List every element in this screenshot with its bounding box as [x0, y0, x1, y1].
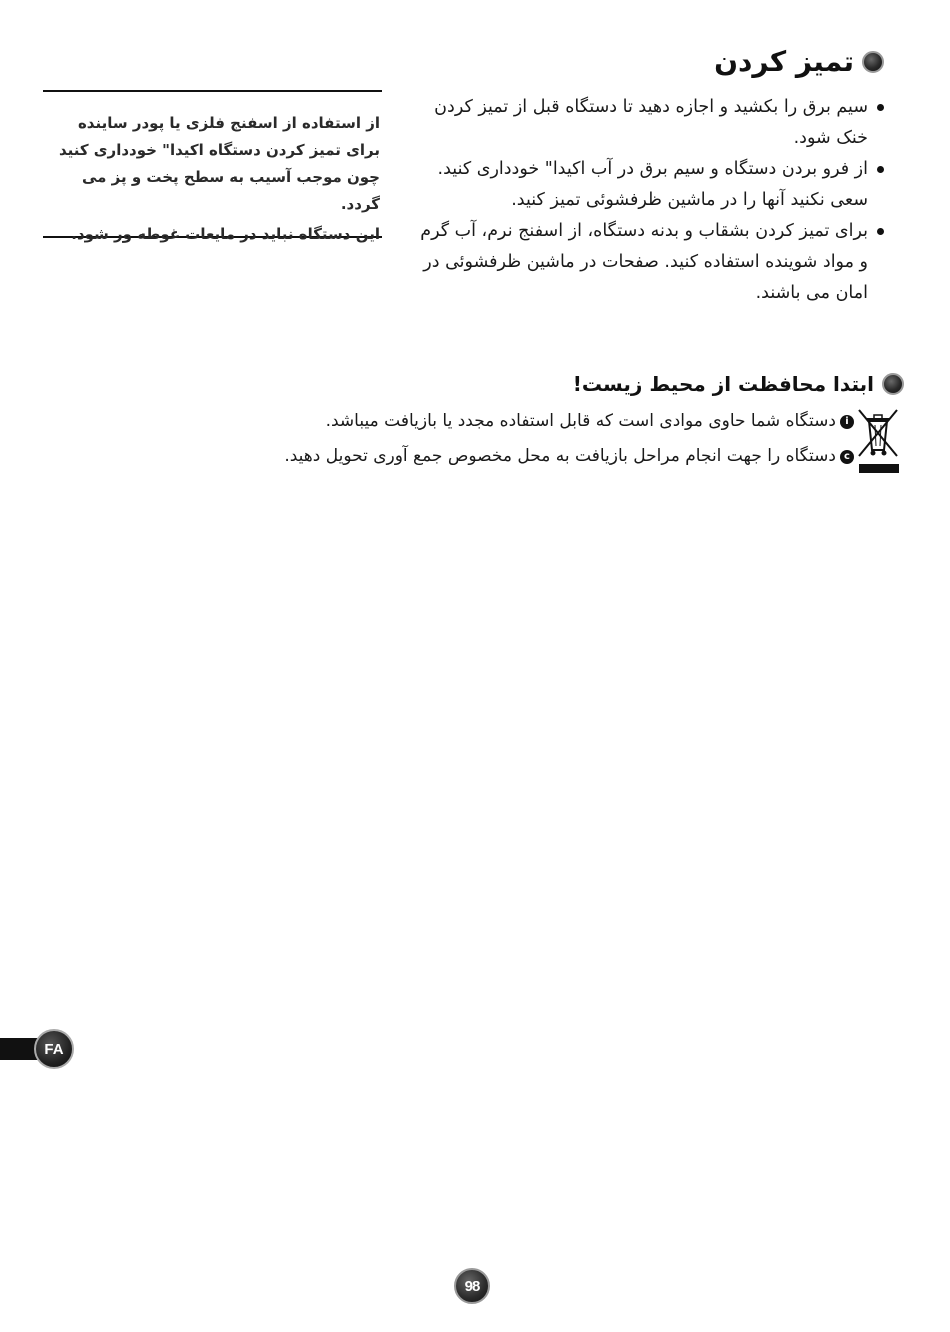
cleaning-list — [416, 92, 886, 309]
cleaning-heading — [714, 45, 884, 78]
info-icon: i — [840, 415, 854, 429]
warning-box — [43, 90, 382, 243]
environment-line-text: دستگاه را جهت انجام مراحل بازیافت به محل مخصوص جمع آوری تحویل دهید. — [284, 446, 836, 466]
environment-text — [284, 404, 854, 474]
environment-line — [284, 439, 854, 474]
cleaning-title: تمیز کردن — [714, 45, 854, 78]
environment-line-text: دستگاه شما حاوی موادی است که قابل استفاده مجدد یا بازیافت میباشد. — [325, 411, 836, 431]
environment-line — [284, 404, 854, 439]
crossed-out-bin-icon — [855, 406, 901, 476]
recycle-arrow-icon: c — [840, 450, 854, 464]
list-item: سیم برق را بکشید و اجازه دهید تا دستگاه قبل از تمیز کردن خنک شود. — [416, 92, 886, 154]
section-bullet-icon — [882, 373, 904, 395]
page-number: 98 — [454, 1268, 490, 1304]
list-item: برای تمیز کردن بشقاب و بدنه دستگاه، از اسفنج نرم، آب گرم و مواد شوینده استفاده کنید. صفحات در ماشین ظرفشوئی در امان می باشند. — [416, 216, 886, 309]
warning-text-immerse: این دستگاه نباید در مایعات غوطه ور شود. — [71, 225, 380, 243]
list-item: از فرو بردن دستگاه و سیم برق در آب اکیدا" خودداری کنید. سعی نکنید آنها را در ماشین ظرفشوئی تمیز کنید. — [416, 154, 886, 216]
section-bullet-icon — [862, 51, 884, 73]
environment-heading — [573, 372, 904, 396]
warning-text-abrasive: از استفاده از اسفنج فلزی یا پودر ساینده برای تمیز کردن دستگاه اکیدا" خودداری کنید چون موجب آسیب به سطح پخت و پز می گردد. — [58, 114, 380, 213]
environment-title: ابتدا محافظت از محیط زیست! — [572, 372, 874, 396]
language-badge: FA — [34, 1029, 74, 1069]
